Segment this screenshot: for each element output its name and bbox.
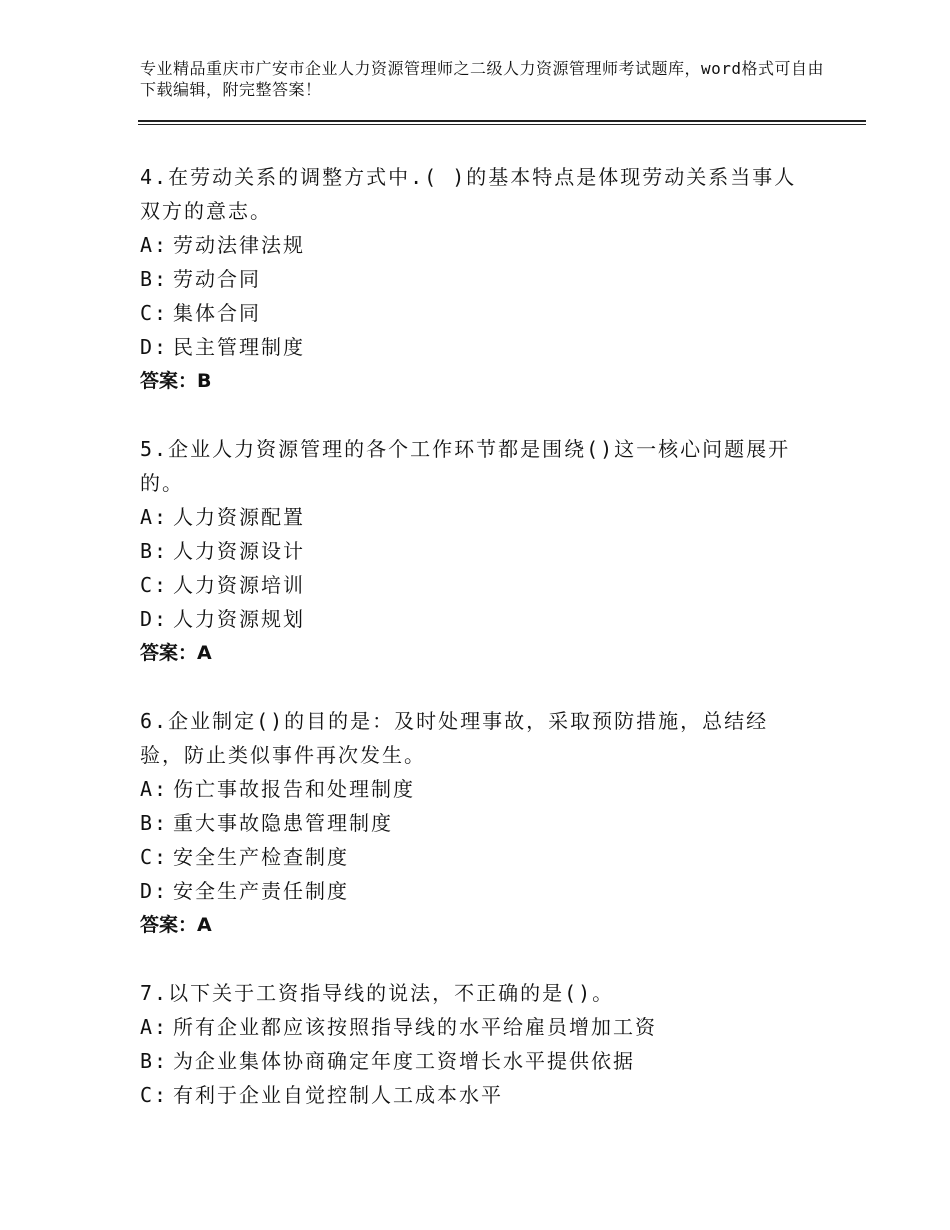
- option-text: 人力资源配置: [173, 505, 305, 529]
- option-text: 人力资源规划: [173, 607, 305, 631]
- option-letter: B:: [140, 811, 169, 835]
- question-4: [140, 160, 840, 398]
- option-text: 人力资源设计: [173, 539, 305, 563]
- option-text: 人力资源培训: [173, 573, 305, 597]
- question-list: [140, 160, 840, 1146]
- option-letter: D:: [140, 607, 169, 631]
- option-letter: A:: [140, 1015, 169, 1039]
- option-d: [140, 330, 840, 364]
- option-letter: C:: [140, 573, 169, 597]
- option-text: 重大事故隐患管理制度: [173, 811, 393, 835]
- option-c: [140, 296, 840, 330]
- document-header: [140, 58, 830, 100]
- option-text: 劳动合同: [173, 267, 261, 291]
- option-letter: A:: [140, 233, 169, 257]
- option-a: [140, 772, 840, 806]
- answer-label: 答案：B: [140, 370, 212, 392]
- option-b: [140, 534, 840, 568]
- option-letter: A:: [140, 505, 169, 529]
- question-stem: 4.在劳动关系的调整方式中.( )的基本特点是体现劳动关系当事人双方的意志。: [140, 165, 797, 223]
- option-b: [140, 1044, 840, 1078]
- option-c: [140, 1078, 840, 1112]
- option-letter: B:: [140, 539, 169, 563]
- option-letter: A:: [140, 777, 169, 801]
- option-d: [140, 602, 840, 636]
- option-b: [140, 806, 840, 840]
- option-b: [140, 262, 840, 296]
- option-a: [140, 500, 840, 534]
- option-d: [140, 874, 840, 908]
- option-text: 集体合同: [173, 301, 261, 325]
- question-5: [140, 432, 840, 670]
- option-text: 安全生产检查制度: [173, 845, 349, 869]
- option-text: 所有企业都应该按照指导线的水平给雇员增加工资: [173, 1015, 657, 1039]
- option-text: 民主管理制度: [173, 335, 305, 359]
- option-text: 安全生产责任制度: [173, 879, 349, 903]
- option-letter: D:: [140, 335, 169, 359]
- option-a: [140, 228, 840, 262]
- option-c: [140, 840, 840, 874]
- option-a: [140, 1010, 840, 1044]
- question-stem: 6.企业制定()的目的是：及时处理事故，采取预防措施，总结经验，防止类似事件再次发生。: [140, 709, 769, 767]
- option-letter: C:: [140, 845, 169, 869]
- option-text: 伤亡事故报告和处理制度: [173, 777, 415, 801]
- answer-label: 答案：A: [140, 642, 212, 664]
- option-text: 为企业集体协商确定年度工资增长水平提供依据: [173, 1049, 635, 1073]
- option-text: 有利于企业自觉控制人工成本水平: [173, 1083, 503, 1107]
- question-stem: 7.以下关于工资指导线的说法，不正确的是()。: [140, 981, 615, 1005]
- header-title: 专业精品重庆市广安市企业人力资源管理师之二级人力资源管理师考试题库，word格式可自由下载编辑，附完整答案！: [140, 59, 825, 99]
- question-stem: 5.企业人力资源管理的各个工作环节都是围绕()这一核心问题展开的。: [140, 437, 791, 495]
- header-divider-thin: [138, 124, 866, 125]
- answer-label: 答案：A: [140, 914, 212, 936]
- option-c: [140, 568, 840, 602]
- option-letter: C:: [140, 301, 169, 325]
- option-text: 劳动法律法规: [173, 233, 305, 257]
- option-letter: B:: [140, 267, 169, 291]
- question-6: [140, 704, 840, 942]
- option-letter: C:: [140, 1083, 169, 1107]
- option-letter: D:: [140, 879, 169, 903]
- header-divider-thick: [138, 120, 866, 122]
- question-7: [140, 976, 840, 1112]
- option-letter: B:: [140, 1049, 169, 1073]
